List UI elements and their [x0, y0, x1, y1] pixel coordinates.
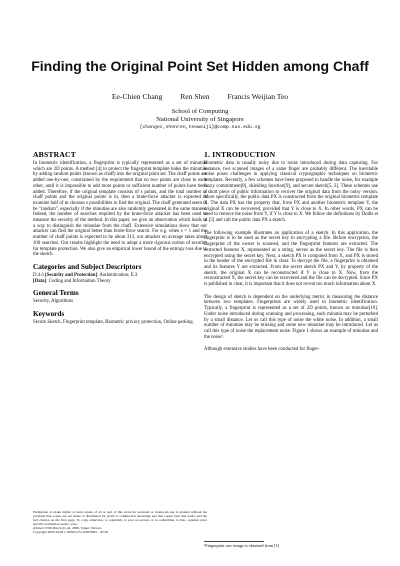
categories-text: [33, 273, 207, 284]
author-name: Ren Shen: [180, 92, 210, 101]
category-security: [Security and Protection]: [44, 272, 98, 278]
affiliation: [0, 108, 400, 124]
intro-paragraph: The following example illustrates an application of a sketch. In this application, the fingerprint is to be used as the secret key in encrypting a file. Before encryption, the fingerprint of the owner is scanned, and the fingerprint features are extracted. The extracted features X, represented as a string, serves as the secret key. The file is then encrypted using the secret key. Next, a sketch PX is computed from X, and PX is stored in the header of the encrypted file in clear. To decrypt the file, a fingerprint is obtained and its features Y are extracted. From the secret sketch PX and Y, by property of the sketch, the original X can be reconstructed if Y is close to X. Now, from the reconstructed X, the secret key can be recovered and the file can be decrypted. Since PX is published in clear, it is important that it does not reveal too much information about X.: [204, 230, 378, 288]
author-name: Francis Weijian Teo: [227, 92, 289, 101]
intro-paragraph: Although extensive studies have been conducted for finger-: [204, 347, 320, 353]
intro-paragraph: The design of sketch is dependent on the underlying metric in measuring the distance between two templates. Fingerprints are widely used in biometric identification. Typically, a fingerprint is represented as a set of 2D points, known as minutiae[10]. Under noise introduced during scanning and processing, each minutia may be perturbed by a small distance. Let us call this type of noise the white noise. In addition, a small number of minutiae may be missing and some new minutiae may be introduced. Let us call this type of noise the replacement noise. Figure 1 shows an example of minutiae and the noise¹.: [204, 294, 378, 340]
keywords-text: Secure Sketch, Fingerprint template, Biometric privacy protection, Online parking.: [33, 320, 194, 326]
abstract-text: In biometric identification, a fingerprint is typically represented as a set of minutiae which are 2D points. A method [4] to protect the fingerprint template hides the minutiae by adding random points (known as chaff) into the original point set. The chaff points are added one-by-one, constrained by the requirement that no two points are close to each other, until it is impossible to add more points or sufficient number of points have been added. Therefore, if the original template consists of s points, and the total number of chaff points and the original points is m, then a brute-force attacker is expected to examine half of m chooses s possibilities to find the original. The chaff generated seem to be "random", especially if the minutiae are also randomly generated in the same manner. Indeed, the number of searches required by the brute-force attacker has been used to measure the security of the method. In this paper, we give an observation which leads to a way to distinguish the minutiae from the chaff. Extensive simulations show that our attacker can find the original better than brute-force search. For e.g. when s = 1 and the number of chaff points is expected to be about 313, our attacker on average takes about 100 searches. Our results highlight the need to adopt a more rigorous notion of security for template protection. We also give an empirical lower bound of the entropy loss due to the sketch.: [33, 161, 207, 258]
abstract-heading: ABSTRACT: [33, 150, 76, 159]
category-data-rest: : Coding and Information Theory: [46, 278, 111, 284]
affiliation-university: National University of Singapore: [156, 115, 244, 123]
copyright-line: Copyright 2006 ACM 1-59593-272-0/06/0003 ...$5.00: [33, 530, 109, 535]
introduction-heading: 1. INTRODUCTION: [204, 150, 276, 159]
right-column: [204, 150, 378, 356]
footnote: [204, 541, 378, 548]
keywords-heading: Keywords: [33, 310, 65, 319]
permission-text: Permission to make digital or hard copies of all or part of this work for personal or classroom use is granted without fee provided that copies are not made or distributed for profit or commercial advantage and that copies bear this notice and the full citation on the first page. To copy otherwise, to republish, to post on servers or to redistribute to lists, requires prior specific permission and/or a fee.: [33, 510, 207, 527]
intro-paragraph: Biometric data is usually noisy due to noise introduced during data capturing. For instance, two scanned images of a same finger are probably different. The inevitable noise poses challenges in applying classical cryptographic techniques on biometric templates. Recently, a few schemes have been proposed to handle the noise, for example fuzzy commitment[8], shielding function[9], and secure sketch[5, 2]. These schemes use a short piece of public information to recover the original data from the noisy version. More specifically, the public data PX is constructed from the original biometric template X. The data PX has the property that, from PX and another biometric template Y, the original X can be recovered, provided that Y is close to X. In other words, PX can be used to remove the noise from Y, if Y is close to X. We follow the definitions by Dodis et al.[5] and call the public data PX a sketch.: [204, 161, 378, 224]
permission-notice: [33, 510, 207, 535]
categories-heading: Categories and Subject Descriptors: [33, 262, 142, 271]
conference-venue: ASIACCS'06 March 21-24, 2006, Taipei, Taiwan.: [33, 526, 102, 531]
general-terms-text: Security, Algorithms: [33, 299, 74, 305]
footnote-rule: [204, 541, 264, 542]
affiliation-school: School of Computing: [171, 108, 229, 115]
author-name: Ee-Chien Chang: [111, 92, 163, 101]
category-code: D.4.6: [33, 272, 44, 278]
left-column: [33, 150, 207, 329]
author-email: {changec,shenren,teoweiji}@comp.nus.edu.sg: [139, 125, 261, 130]
category-data: [Data]: [33, 278, 47, 284]
author-list: [0, 92, 400, 101]
paper-title: Finding the Original Point Set Hidden among Chaff: [31, 58, 369, 74]
general-terms-heading: General Terms: [33, 289, 79, 298]
category-security-rest: : Authentication; E.3: [97, 272, 138, 278]
footnote-text: ¹Fingerprint raw image is obtained from [1]: [204, 543, 280, 548]
